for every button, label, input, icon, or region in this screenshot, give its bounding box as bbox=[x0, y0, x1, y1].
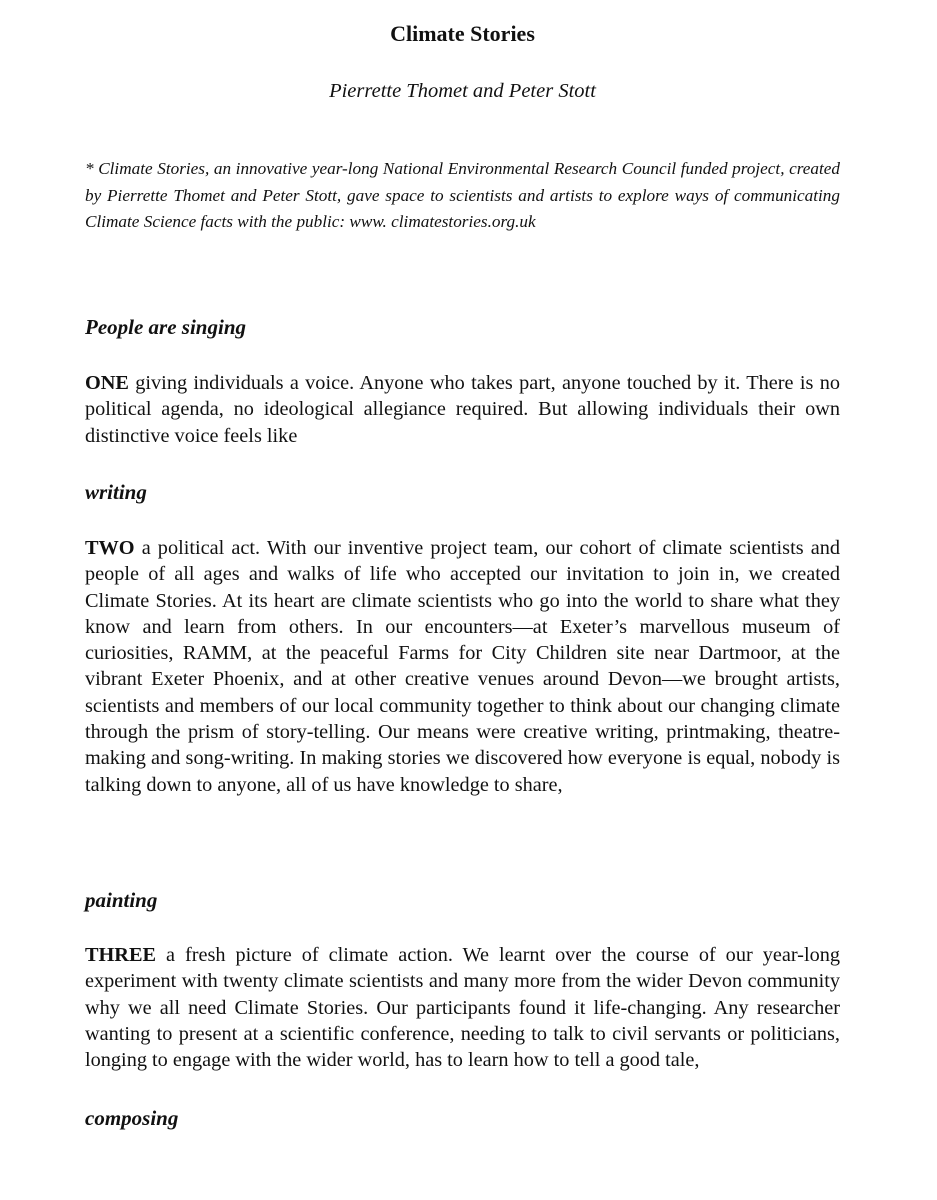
paragraph-number: ONE bbox=[85, 372, 129, 394]
section-paragraph bbox=[85, 942, 840, 1073]
paragraph-text: a fresh picture of climate action. We learnt over the course of our year-long experiment with twenty climate scientists and many more from the wider Devon community why we all need Climate Stories. Our participants found it life-changing. Any researcher wanting to present at a scientific conference, needing to talk to civil servants or politicians, longing to engage with the wider world, has to learn how to tell a good tale, bbox=[85, 944, 840, 1072]
document-title: Climate Stories bbox=[390, 21, 535, 46]
paragraph-text: giving individuals a voice. Anyone who takes part, anyone touched by it. There is no political agenda, no ideological allegiance required. But allowing individuals their own distinctive voice feels like bbox=[85, 372, 840, 447]
section-heading: writing bbox=[85, 480, 147, 504]
paragraph-number: THREE bbox=[85, 944, 157, 966]
project-footnote: * Climate Stories, an innovative year-long National Environmental Research Council funded project, created by Pierrette Thomet and Peter Stott, gave space to scientists and artists to explore ways of communicating Climate Science facts with the public: www. climatestories.org.uk bbox=[85, 159, 840, 231]
section-heading: People are singing bbox=[85, 315, 246, 339]
section-heading: composing bbox=[85, 1106, 179, 1130]
paragraph-number: TWO bbox=[85, 537, 135, 559]
paragraph-text: a political act. With our inventive project team, our cohort of climate scientists and people of all ages and walks of life who accepted our invitation to join in, we created Climate Stories. At its heart are climate scientists who go into the world to share what they know and learn from others. In our encounters—at Exeter’s marvellous museum of curiosities, RAMM, at the peaceful Farms for City Children site near Dartmoor, at the vibrant Exeter Phoenix, and at other creative venues around Devon—we brought artists, scientists and members of our local community together to think about our changing climate through the prism of story-telling. Our means were creative writing, printmaking, theatre-making and song-writing. In making stories we discovered how everyone is equal, nobody is talking down to anyone, all of us have knowledge to share, bbox=[85, 537, 840, 796]
section-heading: painting bbox=[85, 888, 158, 912]
document-authors: Pierrette Thomet and Peter Stott bbox=[329, 80, 596, 102]
section-paragraph bbox=[85, 370, 840, 449]
section-paragraph bbox=[85, 535, 840, 798]
